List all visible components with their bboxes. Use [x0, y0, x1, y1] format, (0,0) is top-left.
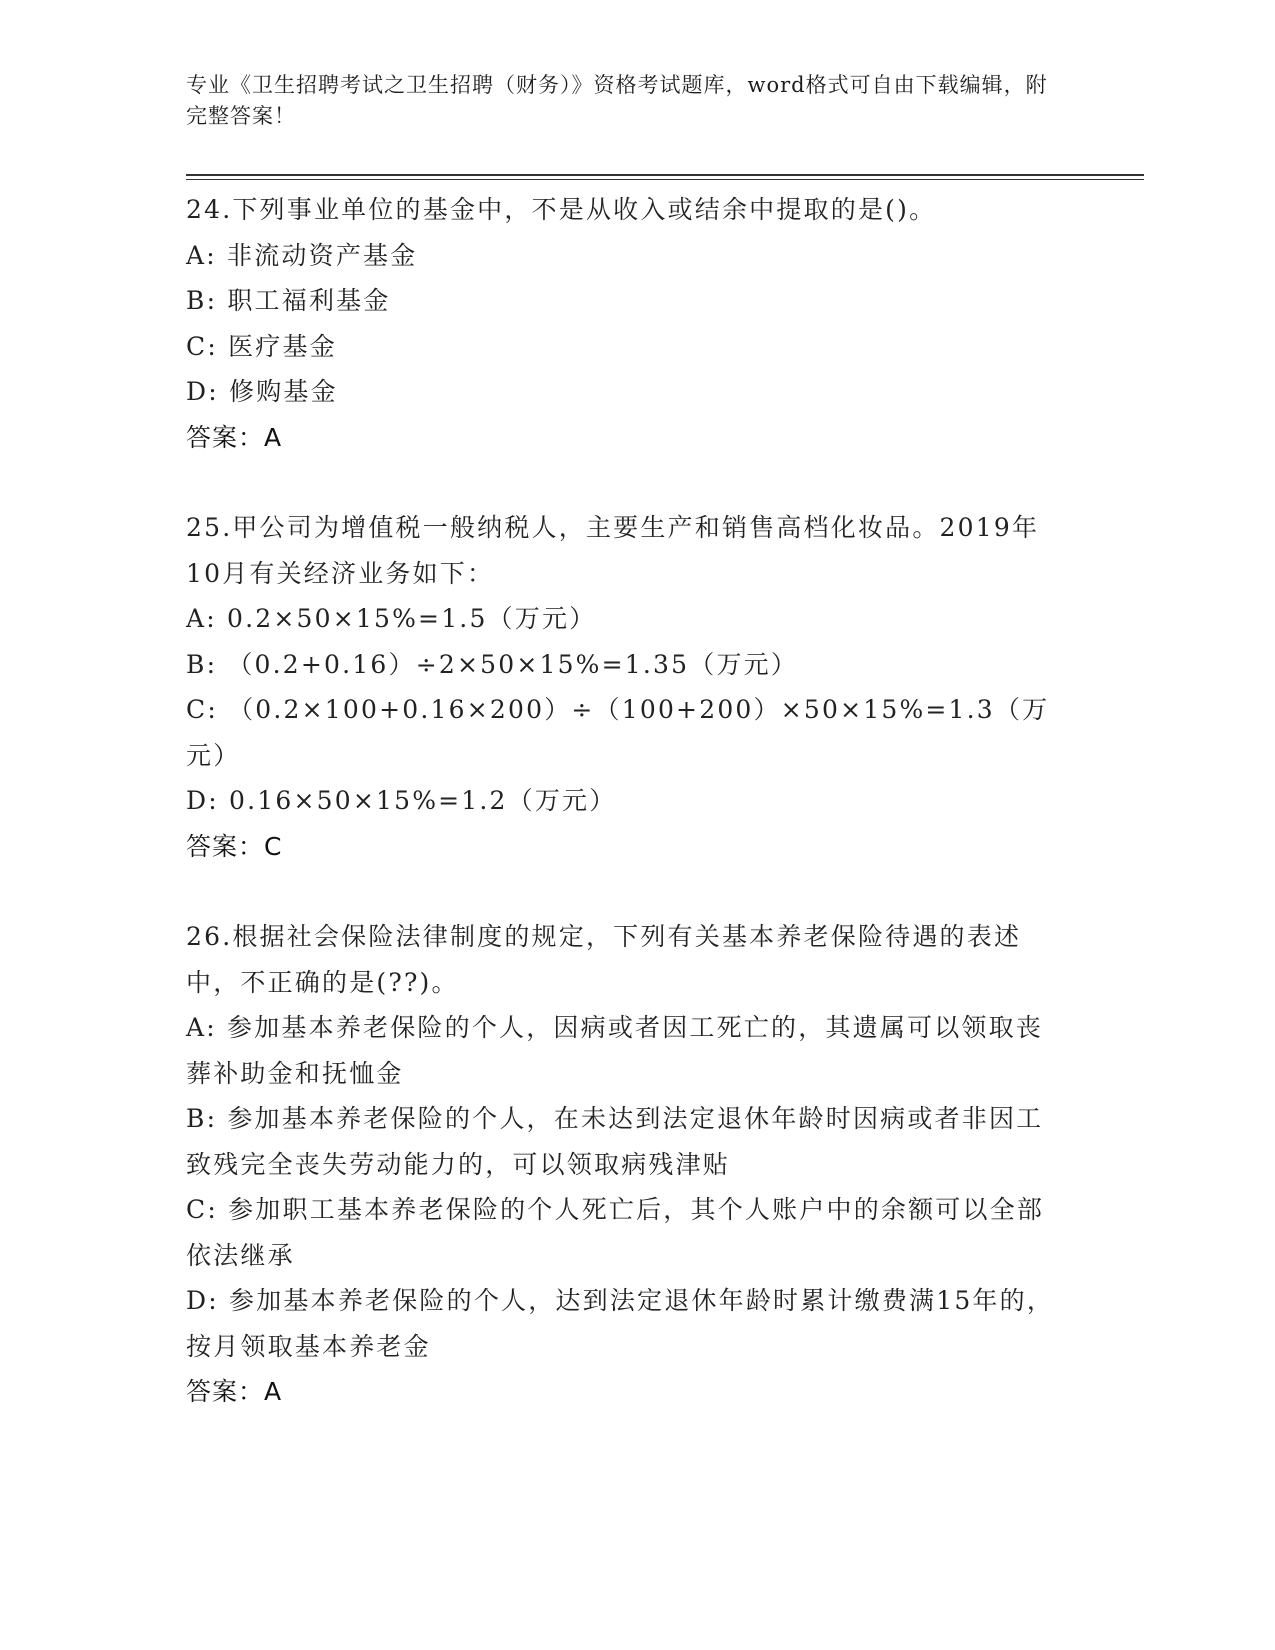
option-a: A: 0.2×50×15%=1.5（万元）	[186, 604, 597, 633]
option-b: B: （0.2+0.16）÷2×50×15%=1.35（万元）	[186, 649, 799, 679]
option-c: C: 医疗基金	[186, 331, 337, 361]
question-stem: 26.根据社会保险法律制度的规定，下列有关基本养老保险待遇的表述中，不正确的是(??)。	[186, 922, 1022, 997]
option-d: D: 参加基本养老保险的个人，达到法定退休年龄时累计缴费满15年的，按月领取基本养老金	[186, 1286, 1055, 1361]
option-b: B: 职工福利基金	[186, 286, 391, 315]
question-26	[186, 914, 1066, 1415]
header-divider-thin	[186, 179, 1144, 180]
question-25	[186, 505, 1066, 869]
answer: 答案：A	[186, 422, 283, 452]
option-d: D: 0.16×50×15%=1.2（万元）	[186, 786, 617, 815]
option-b: B: 参加基本养老保险的个人，在未达到法定退休年龄时因病或者非因工致残完全丧失劳动能力的，可以领取病残津贴	[186, 1104, 1044, 1179]
question-list	[186, 187, 1066, 1460]
option-a: A: 参加基本养老保险的个人，因病或者因工死亡的，其遗属可以领取丧葬补助金和抚恤金	[186, 1013, 1044, 1088]
header-divider-thick	[186, 174, 1144, 176]
option-a: A: 非流动资产基金	[186, 240, 418, 270]
option-d: D: 修购基金	[186, 377, 338, 406]
question-stem: 25.甲公司为增值税一般纳税人，主要生产和销售高档化妆品。2019年10月有关经济业务如下：	[186, 513, 1040, 588]
option-c: C: （0.2×100+0.16×200）÷（100+200）×50×15%=1.3（万元）	[186, 695, 1050, 770]
question-24	[186, 187, 1066, 460]
answer: 答案：C	[186, 831, 283, 861]
question-stem: 24.下列事业单位的基金中，不是从收入或结余中提取的是()。	[186, 195, 937, 224]
option-c: C: 参加职工基本养老保险的个人死亡后，其个人账户中的余额可以全部依法继承	[186, 1195, 1045, 1270]
answer: 答案：A	[186, 1377, 283, 1406]
document-header: 专业《卫生招聘考试之卫生招聘（财务）》资格考试题库，word格式可自由下载编辑，附完整答案！	[186, 73, 1048, 128]
